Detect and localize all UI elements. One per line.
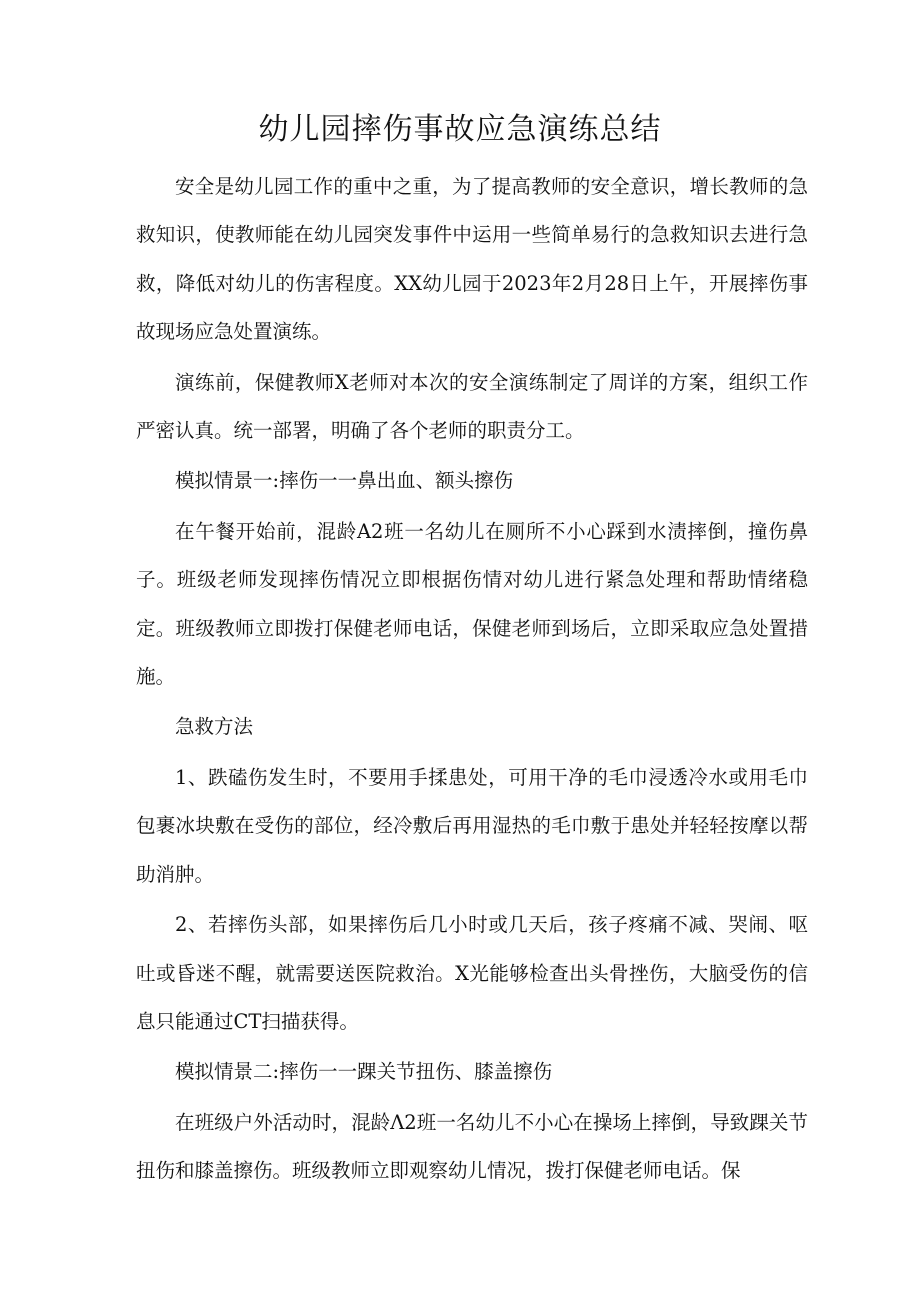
first-aid-step-1: 1、跌磕伤发生时，不要用手揉患处，可用干净的毛巾浸透冷水或用毛巾包裹冰块敷在受伤的部位，经冷敷后再用湿热的毛巾敷于患处并轻轻按摩以帮助消肿。 [136, 765, 808, 886]
scenario-two-heading: 模拟情景二:摔伤一一踝关节扭伤、膝盖擦伤 [175, 1060, 553, 1084]
paragraph-intro: 安全是幼儿园工作的重中之重，为了提高教师的安全意识，增长教师的急救知识，使教师能在幼儿园突发事件中运用一些简单易行的急救知识去进行急救，降低对幼儿的伤害程度。XX幼儿园于2023年2月28日上午，开展摔伤事故现场应急处置演练。 [136, 175, 808, 344]
first-aid-heading: 急救方法 [175, 715, 254, 739]
paragraph-preparation: 演练前，保健教师X老师对本次的安全演练制定了周详的方案，组织工作严密认真。统一部署，明确了各个老师的职责分工。 [136, 370, 808, 443]
first-aid-step-2: 2、若摔伤头部，如果摔伤后几小时或几天后，孩子疼痛不减、哭闹、呕吐或昏迷不醒，就需要送医院救治。X光能够检查出头骨挫伤，大脑受伤的信息只能通过CT扫描获得。 [136, 913, 808, 1033]
scenario-one-heading: 模拟情景一:摔伤一一鼻出血、额头擦伤 [175, 469, 514, 493]
document-title: 幼儿园摔伤事故应急演练总结 [258, 112, 662, 147]
document-body [136, 163, 808, 1198]
paragraph-scenario-two: 在班级户外活动时，混龄Λ2班一名幼儿不小心在操场上摔倒，导致踝关节扭伤和膝盖擦伤。班级教师立即观察幼儿情况，拨打保健老师电话。保 [136, 1110, 808, 1183]
paragraph-scenario-one: 在午餐开始前，混龄A2班一名幼儿在厕所不小心踩到水渍摔倒，撞伤鼻子。班级老师发现摔伤情况立即根据伤情对幼儿进行紧急处理和帮助情绪稳定。班级教师立即拨打保健老师电话，保健老师到场后，立即采取应急处置措施。 [136, 519, 808, 689]
